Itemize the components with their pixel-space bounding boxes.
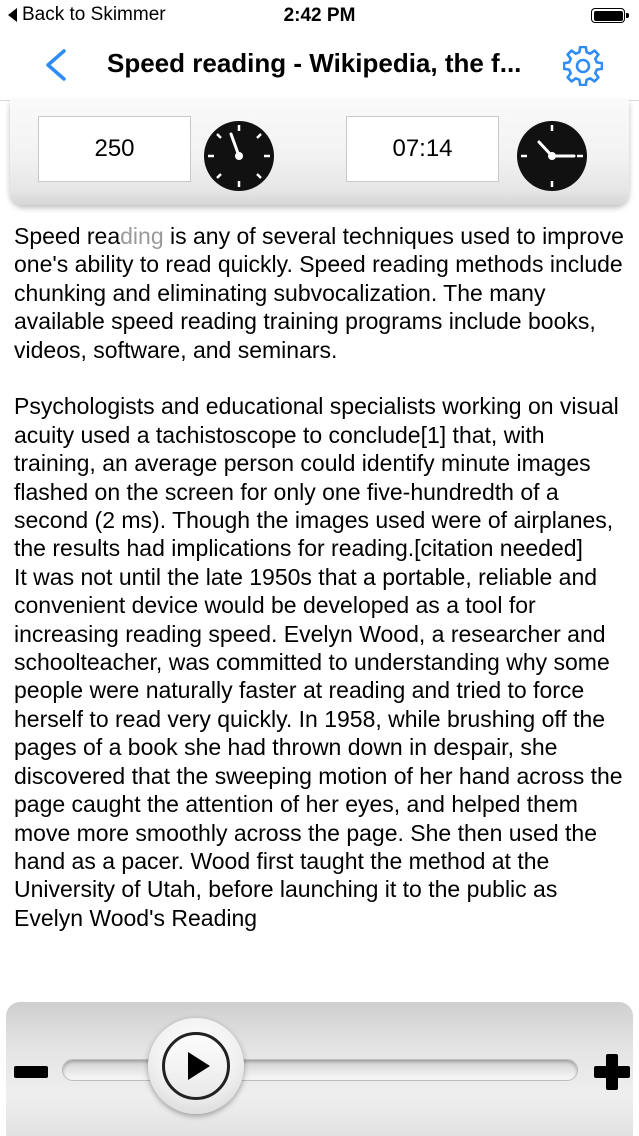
- clock-icon[interactable]: [516, 120, 588, 192]
- article-paragraph: It was not until the late 1950s that a portable, reliable and convenient device would be developed as a tool for increasing reading speed. Evelyn Wood, a researcher and schoolteacher, was committed to understanding why some people were naturally faster at reading and tried to force herself to read very quickly. In 1958, while brushing off the pages of a book she had thrown down in despair, she discovered that the sweeping motion of her hand across the page caught the attention of her eyes, and helped them move more smoothly across the page. She then used the hand as a pacer. Wood first taught the method at the University of Utah, before launching it to the public as Evelyn Wood's Reading: [14, 563, 623, 931]
- status-bar: [0, 0, 639, 30]
- time-remaining-field[interactable]: [346, 116, 499, 182]
- text-after-highlight: is any of several techniques used to improve one's ability to read quickly. Speed reading methods include chunking and eliminating subvocalization. The many available speed reading training programs include books, videos, software, and seminars.: [14, 223, 624, 363]
- chevron-left-icon[interactable]: [42, 48, 70, 82]
- article-paragraph: Psychologists and educational specialists working on visual acuity used a tachistoscope to conclude[1] that, with training, an average person could identify minute images flashed on the screen for only one five-hundredth of a second (2 ms). Though the images used were of airplanes, the results had implications for reading.[citation needed]: [14, 393, 619, 562]
- navigation-bar: [0, 30, 639, 101]
- play-button[interactable]: [148, 1018, 244, 1114]
- article-text[interactable]: [14, 222, 632, 980]
- playback-controls: [6, 1002, 633, 1136]
- play-button-ring: [162, 1032, 230, 1100]
- play-icon: [188, 1052, 210, 1080]
- current-word-highlight: ding: [120, 223, 164, 249]
- minus-icon[interactable]: [14, 1066, 48, 1078]
- speed-slider-track[interactable]: [62, 1059, 578, 1081]
- words-per-minute-value: 250: [94, 135, 135, 162]
- plus-icon[interactable]: [594, 1054, 630, 1090]
- time-remaining-value: 07:14: [392, 135, 453, 162]
- battery-icon: [591, 8, 625, 23]
- back-to-app-label: Back to Skimmer: [22, 4, 166, 25]
- reading-stats-panel: [10, 100, 629, 205]
- speedometer-icon[interactable]: [203, 120, 275, 192]
- page-title: Speed reading - Wikipedia, the f...: [107, 48, 522, 78]
- article-paragraph: [14, 222, 632, 364]
- status-time: 2:42 PM: [283, 5, 356, 26]
- words-per-minute-field[interactable]: [38, 116, 191, 182]
- gear-icon[interactable]: [563, 46, 603, 86]
- text-before-highlight: Speed rea: [14, 223, 121, 249]
